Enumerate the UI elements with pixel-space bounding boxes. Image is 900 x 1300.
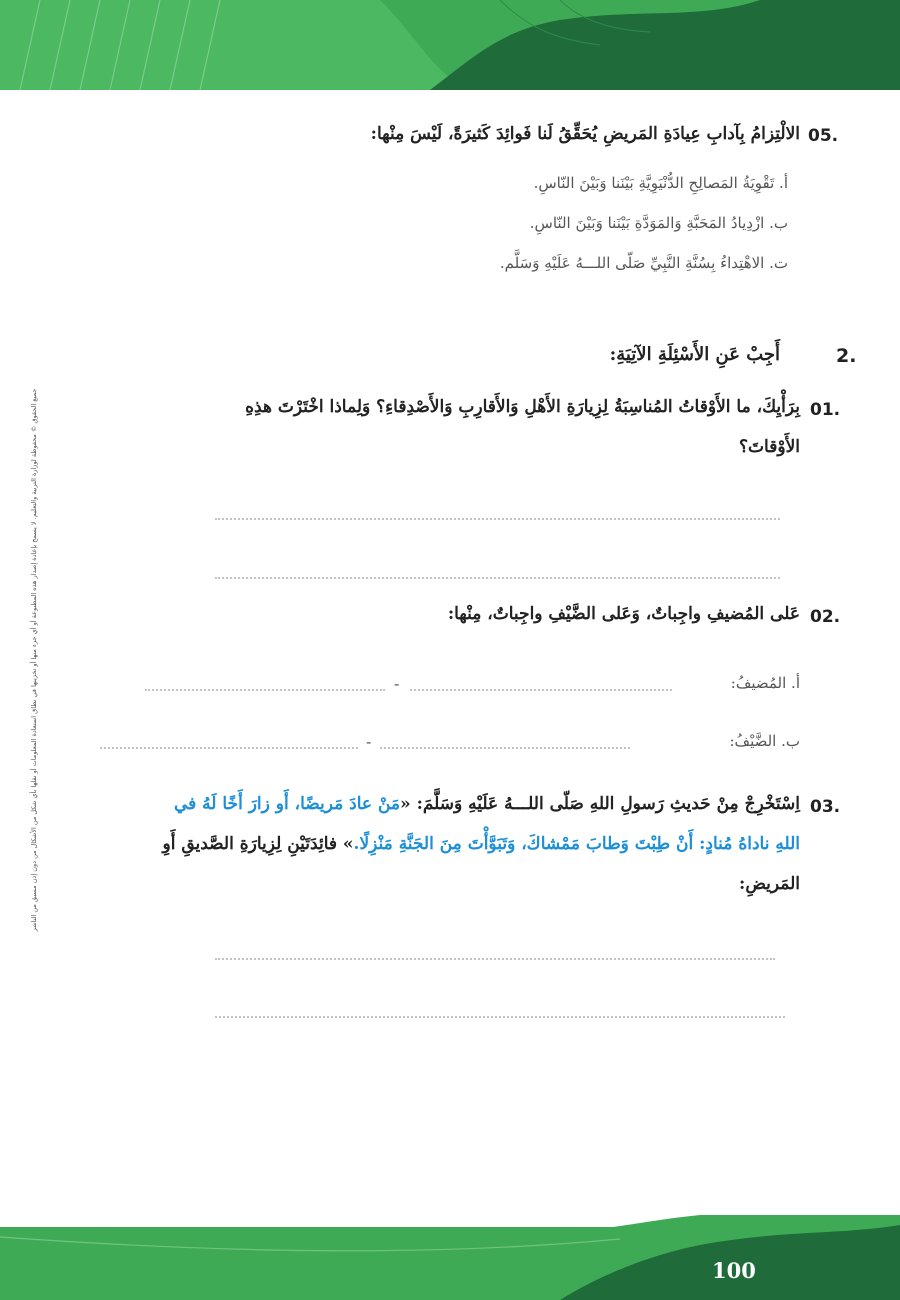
footer-decoration [0, 1215, 900, 1300]
hadith-quote: اللهِ ناداهُ مُنادٍ: أَنْ طِبْتَ وَطابَ مَمْشاكَ، وَتَبَوَّأْتَ مِنَ الجَنَّةِ مَنْزِلًا. [353, 834, 800, 854]
question-01-line-2: الأَوْقاتَ؟ [739, 437, 800, 457]
option-a: أ. تَقْوِيَةُ المَصالِحِ الدُّنْيَوِيَّةِ بَيْنَنا وَبَيْنَ النّاسِ. [533, 174, 788, 192]
question-02-text: عَلى المُضيفِ واجِباتٌ، وَعَلى الضَّيْفِ واجِباتٌ، مِنْها: [447, 604, 800, 624]
answer-line[interactable] [215, 1016, 785, 1018]
answer-line[interactable] [215, 518, 780, 520]
question-01-line-1: بِرَأْيِكَ، ما الأَوْقاتُ المُناسِبَةُ لِزِيارَةِ الأَهْلِ وَالأَقارِبِ وَالأَصْدِقاءِ؟ وَلِماذا اخْتَرْتَ هذِهِ [245, 397, 800, 417]
guest-answer-line-1[interactable] [380, 747, 630, 749]
guest-answer-line-2[interactable] [100, 747, 358, 749]
section-title: أَجِبْ عَنِ الأَسْئِلَةِ الآتِيَةِ: [609, 344, 780, 365]
copyright-side-note: جميع الحقوق © محفوظة لوزارة التربية والتعليم. لا يسمح بإعادة إصدار هذه المطبوعة أو أي جزء منها أو تخزينها في نطاق استعادة المعلومات أو نقلها بأي شكل من الأشكال من دون إذن مسبق من الناشر [30, 388, 38, 932]
header-decoration [0, 0, 900, 90]
host-answer-line-2[interactable] [145, 689, 385, 691]
answer-line[interactable] [215, 958, 775, 960]
question-03-line-2: اللهِ ناداهُ مُنادٍ: أَنْ طِبْتَ وَطابَ مَمْشاكَ، وَتَبَوَّأْتَ مِنَ الجَنَّةِ مَنْزِلًا.» فائِدَتَيْنِ لِزِيارَةِ الصَّديقِ أَوِ [162, 834, 800, 854]
question-number: 01. [810, 400, 841, 420]
host-label: أ. المُضيفُ: [730, 674, 800, 692]
host-answer-line-1[interactable] [410, 689, 672, 691]
question-03-line-1: اِسْتَخْرِجْ مِنْ حَديثِ رَسولِ اللهِ صَلّى اللـــهُ عَلَيْهِ وَسَلَّمَ: «مَنْ عادَ مَريضًا، أَو زارَ أَخًا لَهُ في [173, 794, 800, 814]
question-05-text: الالْتِزامُ بِآدابِ عِيادَةِ المَريضِ يُحَقِّقُ لَنا فَوائِدَ كَثيرَةً، لَيْسَ مِنْها: [370, 124, 800, 144]
answer-line[interactable] [215, 577, 780, 579]
page-number: 100 [712, 1258, 756, 1283]
separator-dash: - [366, 733, 372, 751]
question-number: 02. [810, 607, 841, 627]
question-number: 05. [808, 126, 839, 146]
option-b: ب. ازْدِيادُ المَحَبَّةِ وَالمَوَدَّةِ بَيْنَنا وَبَيْنَ النّاسِ. [529, 214, 788, 232]
guest-label: ب. الضَّيْفُ: [729, 732, 800, 750]
question-number: 03. [810, 797, 841, 817]
option-c: ت. الاهْتِداءُ بِسُنَّةِ النَّبِيِّ صَلّى اللـــهُ عَلَيْهِ وَسَلَّم. [499, 254, 788, 272]
section-number: 2. [836, 345, 857, 367]
question-03-line-3: المَريضِ: [739, 874, 800, 894]
separator-dash: - [394, 675, 400, 693]
hadith-quote: مَنْ عادَ مَريضًا، أَو زارَ أَخًا لَهُ في [173, 794, 401, 814]
